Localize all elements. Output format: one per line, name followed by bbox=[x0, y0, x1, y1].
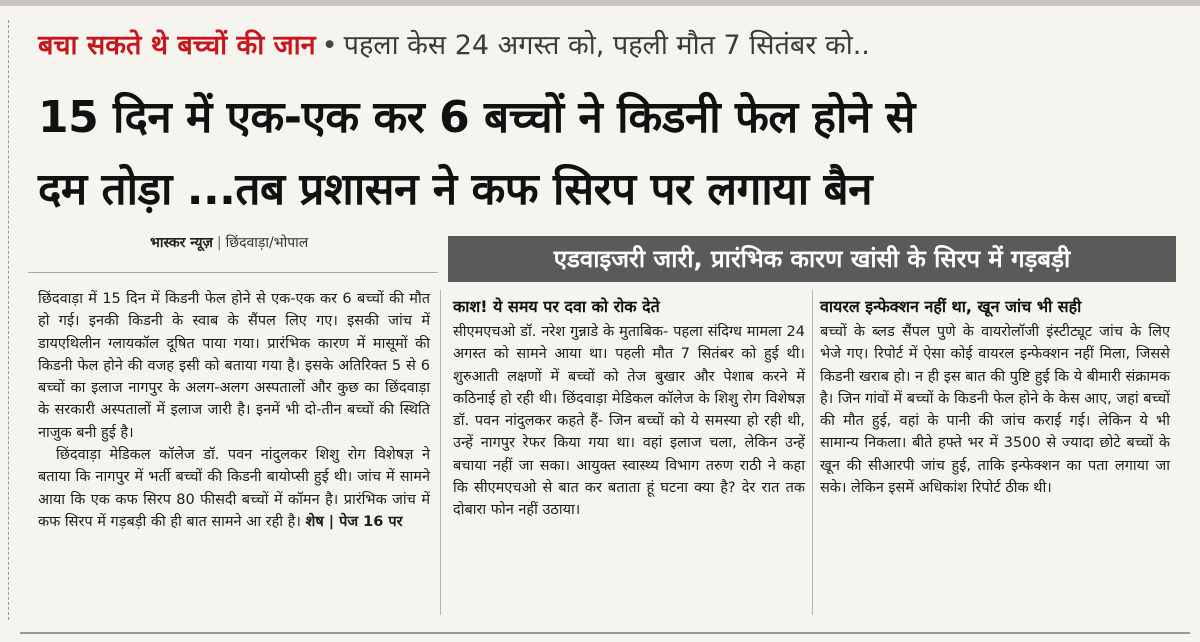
continued-on-page-link[interactable]: शेष | पेज 16 पर bbox=[305, 513, 403, 530]
column-1-paragraph-2-text: छिंदवाड़ा मेडिकल कॉलेज डॉ. पवन नांदुलकर शिशु रोग विशेषज्ञ ने बताया कि नागपुर में भर्ती बच्चों की किडनी बायोप्सी हुई थी। जांच में सामने आया कि एक कफ सिरप 80 फीसदी बच्चों में कॉमन है। प्रारंभिक जांच में कफ सिरप में गड़बड़ी की ही बात सामने आ रही है। bbox=[38, 447, 430, 530]
column-2-heading: काश! ये समय पर दवा को रोक देते bbox=[453, 297, 660, 316]
bottom-rule bbox=[20, 632, 1190, 634]
article-column-2 bbox=[453, 295, 805, 522]
byline bbox=[150, 233, 308, 252]
column-divider-1 bbox=[440, 290, 441, 615]
kicker-grey-text: पहला केस 24 अगस्त को, पहली मौत 7 सितंबर को.. bbox=[343, 30, 870, 61]
column-divider-2 bbox=[812, 290, 813, 615]
headline-line-2: दम तोड़ा ...तब प्रशासन ने कफ सिरप पर लगाया बैन bbox=[38, 164, 873, 215]
byline-divider bbox=[28, 272, 438, 273]
byline-separator: | bbox=[216, 235, 222, 251]
column-1-paragraph-2 bbox=[38, 444, 430, 533]
column-1-paragraph-1: छिंदवाड़ा में 15 दिन में किडनी फेल होने से एक-एक कर 6 बच्चों की मौत हो गई। इनकी किडनी के स्वाब के सैंपल लिए गए। इसकी जांच में डायएथिलीन ग्लायकॉल दूषित पाया गया। प्रारंभिक कारण में मासूमों की किडनी फेल होने की वजह इसी को बताया गया है। इसके अतिरिक्त 5 से 6 बच्चों का इलाज नागपुर के अलग-अलग अस्पतालों और कुछ का छिंदवाड़ा के सरकारी अस्पतालों में इलाज जारी है। इनमें भी दो-तीन बच्चों की स्थिति नाजुक बनी हुई है। bbox=[38, 291, 430, 441]
kicker-line bbox=[38, 26, 1188, 66]
byline-agency: भास्कर न्यूज़ bbox=[150, 235, 213, 251]
article-column-1 bbox=[38, 288, 430, 533]
byline-place: छिंदवाड़ा/भोपाल bbox=[225, 235, 309, 251]
top-rule bbox=[0, 0, 1200, 6]
article-column-3 bbox=[820, 295, 1170, 499]
section-banner: एडवाइजरी जारी, प्रारंभिक कारण खांसी के सिरप में गड़बड़ी bbox=[448, 236, 1176, 282]
headline bbox=[38, 82, 1188, 226]
column-3-heading: वायरल इन्फेक्शन नहीं था, खून जांच भी सही bbox=[820, 297, 1082, 316]
kicker-bullet: • bbox=[321, 30, 338, 61]
headline-line-1: 15 दिन में एक-एक कर 6 बच्चों ने किडनी फेल होने से bbox=[38, 92, 915, 143]
left-dashed-rule bbox=[8, 20, 9, 620]
kicker-red-text: बचा सकते थे बच्चों की जान bbox=[38, 30, 316, 61]
column-3-body: बच्चों के ब्लड सैंपल पुणे के वायरोलॉजी इंस्टीट्यूट जांच के लिए भेजे गए। रिपोर्ट में ऐसा कोई वायरल इन्फेक्शन नहीं मिला, जिससे किडनी खराब हो। न ही इस बात की पुष्टि हुई कि ये बीमारी संक्रामक है। जिन गांवों में बच्चों के किडनी फेल होने के केस आए, जहां बच्चों की मौत हुई, वहां के पानी की जांच कराई गई। लेकिन ये भी सामान्य निकला। बीते हफ्ते भर में 3500 से ज्यादा छोटे बच्चों के खून की सीआरपी जांच हुई, ताकि इन्फेक्शन का पता लगाया जा सके। लेकिन इसमें अधिकांश रिपोर्ट ठीक थी। bbox=[820, 324, 1170, 497]
column-2-body: सीएमएचओ डॉ. नरेश गुन्नाडे के मुताबिक- पहला संदिग्ध मामला 24 अगस्त को सामने आया था। पहली मौत 7 सितंबर को हुई थी। शुरुआती लक्षणों में बच्चों को तेज बुखार और पेशाब करने में कठिनाई हो रही थी। छिंदवाड़ा मेडिकल कॉलेज के शिशु रोग विशेषज्ञ डॉ. पवन नांदुलकर कहते हैं- जिन बच्चों को ये समस्या हो रही थी, उन्हें नागपुर रेफर किया गया था। वहां इलाज चला, लेकिन उन्हें बचाया नहीं जा सका। आयुक्त स्वास्थ्य विभाग तरुण राठी ने कहा कि सीएमएचओ से बात कर बताता हूं घटना क्या है? देर रात तक दोबारा फोन नहीं उठाया। bbox=[453, 324, 805, 519]
